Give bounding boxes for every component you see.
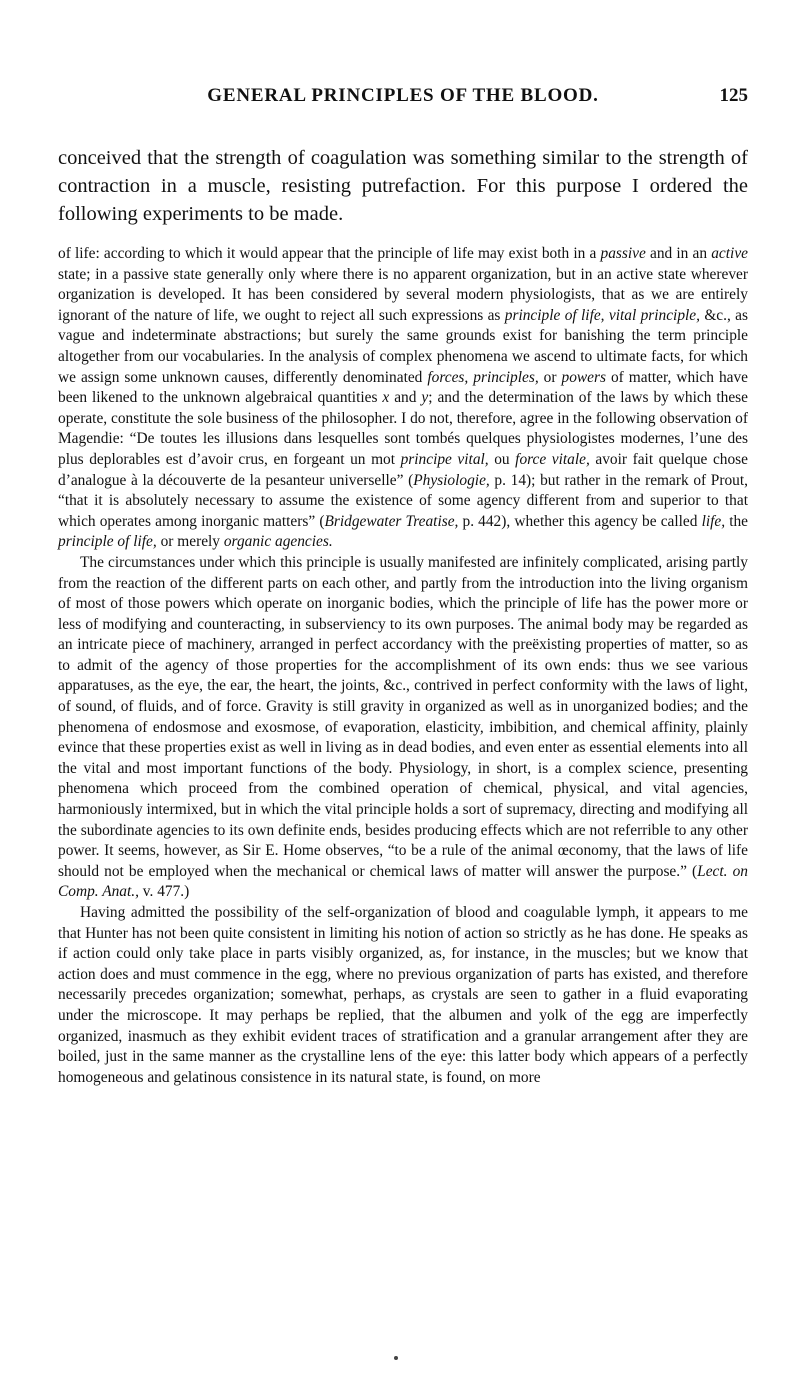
italic-run: y: [421, 389, 429, 407]
text-run: The circumstances under which this principle is usually manifested are infinitely complicated, arising partly from the reaction of the different parts on each other, and partly from the introduction into the living organism of most of those powers which operate on inorganic bodies, which the principle of life has the power more or less of modifying and counteracting, in subserviency to its own purposes. The animal body may be regarded as an intricate piece of machinery, arranged in perfect accordancy with the preëxisting properties of matter, so as to admit of the agency of those properties for the accomplishment of its own ends: thus we see various apparatuses, as the eye, the ear, the heart, the joints, &c., contrived in perfect conformity with the laws of light, of sound, of fluids, and of force. Gravity is still gravity in organized as well as in unorganized bodies; and the phenomena of endosmose and exosmose, of evaporation, elasticity, imbibition, and chemical affinity, plainly evince that these properties exist as well in living as in dead bodies, and even enter as essential elements into all the vital and most important functions of the body. Physiology, in short, is a complex science, presenting phenomena which proceed from the combined operation of chemical, physical, and vital agencies, harmoniously intermixed, but in which the vital principle holds a sort of supremacy, directing and modifying all the subordinate agencies to its own definite ends, besides producing effects which are not referrible to any other power. It seems, however, as Sir E. Home observes, “to be a rule of the animal œconomy, that the laws of life should not be employed when the mechanical or chemical laws of matter will answer the purpose.” (: [58, 553, 748, 880]
text-run: or merely: [156, 533, 224, 551]
text-run: p. 442), whether this agency be called: [458, 512, 702, 530]
italic-run: active: [711, 245, 748, 262]
text-run: ; and the determination of the laws by which these operate, constitute the sole business of the philosopher. I do not, therefore, agree in the following observation of Magendie: “De toutes les illusions dans lesquelles sont tombés quelques physiologistes modernes, l’une des plus deplorables est d’avoir crus, en forgeant un mot: [58, 389, 748, 468]
text-run: the: [725, 512, 748, 530]
page-number: 125: [719, 85, 748, 106]
italic-run: life,: [701, 512, 726, 530]
text-run: &c., as vague and indeterminate abstractions; but surely the same grounds exist for banishing the term principle altogether from our vocabularies. In the analysis of complex phenomena we ascend to ultimate facts, for which we assign some unknown causes, differently denominated: [58, 306, 748, 386]
italic-run: Physiologie,: [413, 471, 490, 489]
text-run: ou: [488, 450, 516, 468]
italic-run: x: [382, 389, 390, 407]
page-header: [58, 85, 748, 113]
text-run: v. 477.): [138, 883, 190, 901]
italic-run: force vitale,: [515, 450, 590, 468]
running-title: GENERAL PRINCIPLES OF THE BLOOD.: [207, 85, 599, 106]
italic-run: principle of life, vital principle,: [504, 306, 700, 324]
footnote-paragraph-1: [58, 244, 748, 553]
footnote-paragraph-3: [58, 903, 748, 1088]
footnote-block: [58, 244, 748, 1088]
text-run: of matter, which have been likened to the unknown algebraical quantities: [58, 368, 748, 407]
italic-run: principle of life,: [58, 533, 157, 551]
text-run: state; in a passive state generally only where there is no apparent organization, but in an active state wherever organization is developed. It has been considered by several modern physiologists, that as we are entirely ignorant of the nature of life, we ought to reject all such expressions as: [58, 265, 748, 324]
print-speck: [394, 1356, 398, 1360]
text-run: and: [389, 389, 422, 407]
italic-run: Lect. on Comp. Anat.,: [58, 862, 748, 901]
italic-run: principe vital,: [400, 450, 489, 468]
text-run: of life: according to which it would appear that the principle of life may exist both in a: [58, 245, 601, 262]
italic-run: forces, principles,: [427, 368, 539, 386]
italic-run: Bridgewater Treatise,: [324, 512, 459, 530]
text-run: Having admitted the possibility of the self-organization of blood and coagulable lymph, it appears to me that Hunter has not been quite consistent in limiting his notion of action so strictly as he has done. He speaks as if action could only take place in parts visibly organized, as, for instance, in the muscles; but we know that action does and must commence in the egg, where no previous organization of parts has existed, and therefore necessarily precedes organization; somewhat, perhaps, as crystals are seen to gather in a fluid evaporating under the microscope. It may perhaps be replied, that the albumen and yolk of the egg are imperfectly organized, inasmuch as they exhibit evident traces of stratification and a granular arrangement after they are boiled, just in the same manner as the crystalline lens of the eye: this latter body which appears of a perfectly homogeneous and gelatinous consistence in its natural state, is found, on more: [58, 904, 748, 1086]
footnote-paragraph-2: [58, 553, 748, 903]
italic-run: powers: [561, 368, 606, 386]
italic-run: organic agencies.: [223, 533, 333, 551]
text-run: p. 14); but rather in the remark of Prout, “that it is absolutely necessary to assume the existence of some agency different from and superior to that which operates among inorganic matters” (: [58, 471, 748, 530]
text-run: avoir fait quelque chose d’analogue à la découverte de la pesanteur universelle” (: [58, 450, 748, 489]
lead-paragraph: conceived that the strength of coagulation was something similar to the strength of contraction in a muscle, resisting putrefaction. For this purpose I ordered the following experiments to be made.: [58, 147, 748, 225]
text-run: or: [538, 368, 562, 386]
text-run: and in an: [645, 245, 712, 262]
italic-run: passive: [600, 245, 646, 262]
